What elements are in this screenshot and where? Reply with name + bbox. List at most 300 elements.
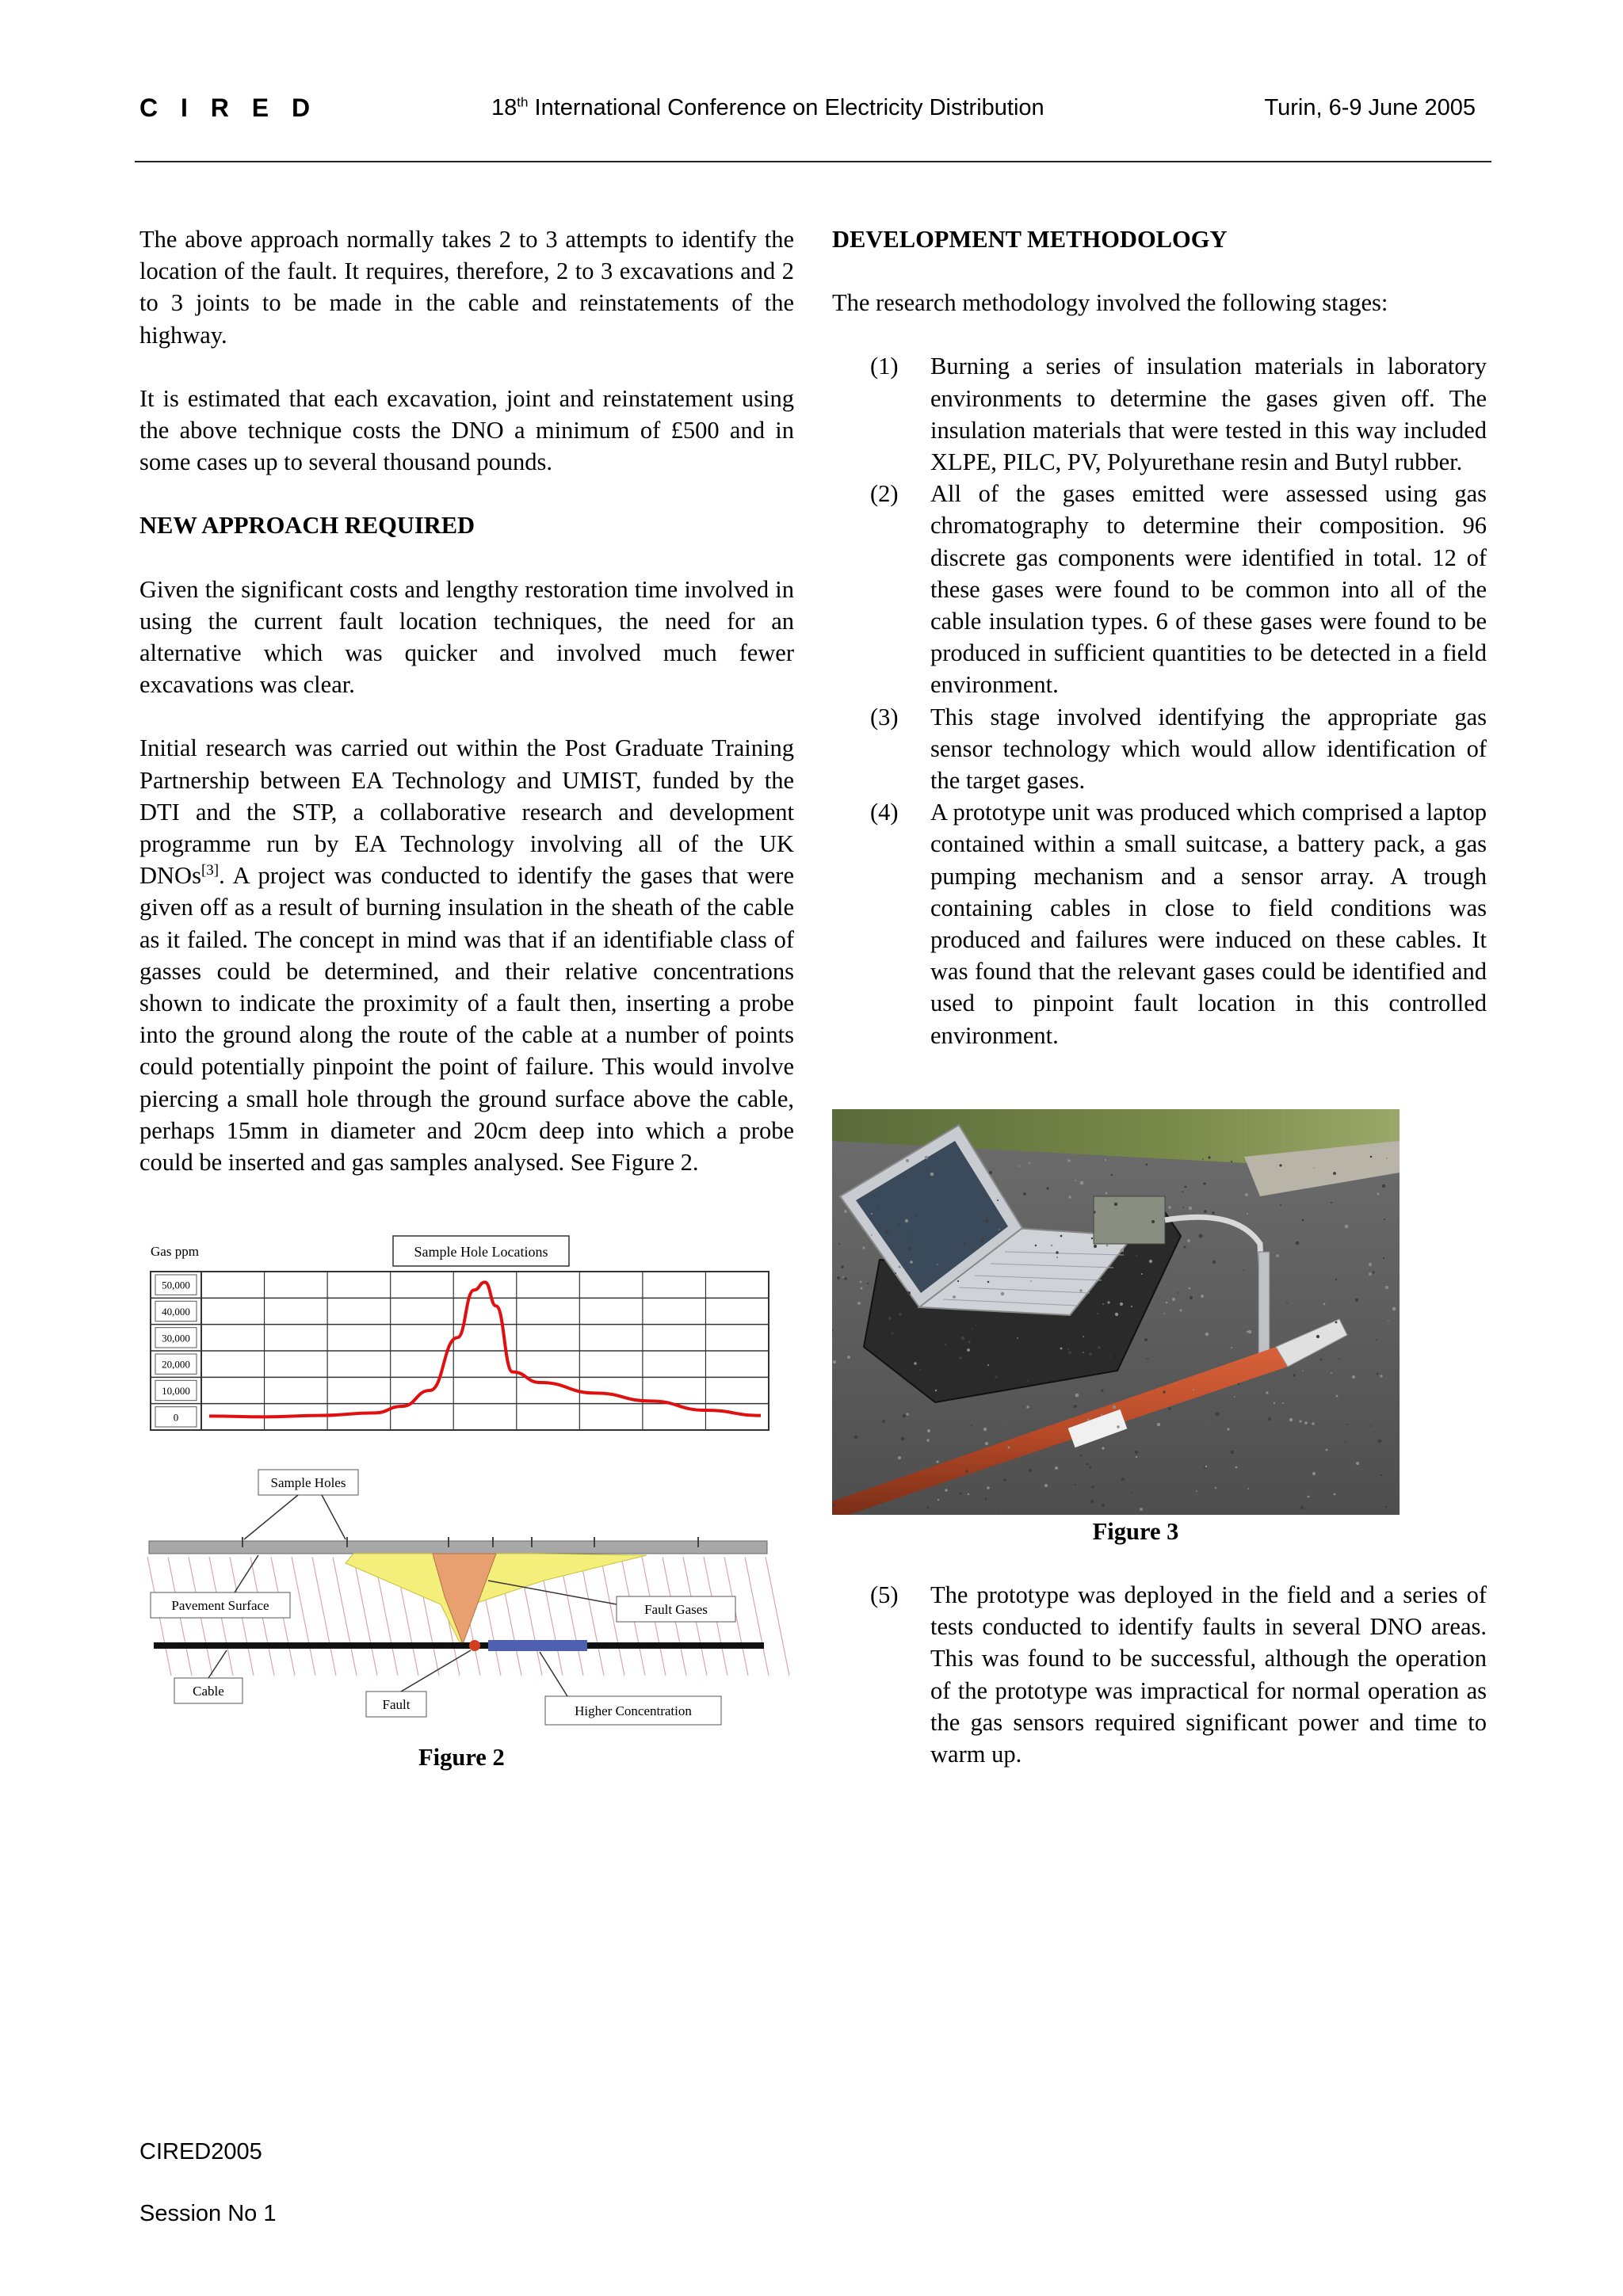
gravel-speck [842, 1276, 844, 1278]
gravel-speck [1331, 1202, 1332, 1203]
gravel-speck [1102, 1447, 1104, 1449]
gravel-speck [1008, 1447, 1010, 1449]
gravel-speck [1326, 1449, 1328, 1451]
gravel-speck [1131, 1306, 1132, 1307]
gravel-speck [1312, 1472, 1316, 1475]
gravel-speck [1212, 1261, 1216, 1264]
gravel-speck [1177, 1292, 1178, 1294]
gravel-speck [1121, 1478, 1125, 1482]
gravel-speck [1068, 1351, 1071, 1354]
gravel-speck [1247, 1213, 1248, 1215]
paragraph: Given the significant costs and lengthy restoration time involved in using the current fault location techniques, the need for an alternative which was quicker and involved much fewer excavations was clear. [139, 575, 794, 699]
figure-2-caption: Figure 2 [418, 1744, 505, 1771]
gravel-speck [1211, 1157, 1212, 1158]
gravel-speck [857, 1302, 861, 1305]
gravel-speck [959, 1356, 962, 1360]
gravel-speck [1215, 1487, 1216, 1489]
gravel-speck [1056, 1257, 1058, 1258]
gravel-speck [906, 1159, 909, 1162]
gravel-speck [938, 1499, 939, 1501]
gravel-speck [995, 1375, 997, 1378]
gravel-speck [1274, 1402, 1275, 1404]
gravel-speck [1346, 1424, 1348, 1425]
gravel-speck [1316, 1335, 1319, 1338]
gravel-speck [882, 1420, 885, 1423]
gravel-speck [1083, 1336, 1084, 1337]
gravel-speck [1302, 1219, 1304, 1222]
gravel-speck [968, 1341, 970, 1343]
gravel-speck [1106, 1245, 1109, 1247]
gravel-speck [1093, 1211, 1095, 1213]
gravel-speck [1172, 1298, 1175, 1301]
gravel-speck [1147, 1358, 1148, 1360]
gravel-speck [1231, 1451, 1235, 1455]
gravel-speck [895, 1272, 896, 1274]
right-column-continued [832, 1579, 1487, 1770]
gravel-speck [861, 1287, 863, 1290]
gravel-speck [1089, 1466, 1091, 1468]
paragraph: The above approach normally takes 2 to 3 attempts to identify the location of the fault. It requires, therefore, 2 to 3 excavations and 2 to 3 joints to be made in the cable and reinstatements of the highway. [139, 226, 794, 349]
gravel-speck [877, 1207, 879, 1208]
gravel-speck [1151, 1220, 1155, 1223]
gravel-speck [1234, 1396, 1235, 1398]
gravel-speck [1336, 1395, 1338, 1398]
gravel-speck [1380, 1375, 1382, 1377]
gravel-speck [1282, 1402, 1284, 1404]
gravel-speck [1238, 1383, 1239, 1385]
gravel-speck [1115, 1313, 1118, 1316]
gravel-speck [1158, 1223, 1161, 1226]
gravel-speck [1204, 1467, 1205, 1469]
list-item: (4) A prototype unit was produced which comprised a laptop contained within a small suitcase, a battery pack, a gas pumping mechanism and a sensor array. A trough containing cables in close to field conditions was produced and failures were induced on these cables. It was found that the relevant gases could be identified and used to pinpoint fault location in this controlled environment. [870, 799, 1487, 1049]
gravel-speck [838, 1243, 840, 1245]
gravel-speck [1245, 1193, 1248, 1196]
gravel-speck [899, 1313, 903, 1317]
gravel-speck [899, 1266, 901, 1268]
gravel-speck [1091, 1238, 1093, 1239]
gravel-speck [953, 1295, 956, 1299]
gravel-speck [1097, 1313, 1099, 1315]
gravel-speck [982, 1497, 983, 1498]
gravel-speck [1101, 1389, 1103, 1391]
gas-cloud [346, 1554, 647, 1644]
gravel-speck [1163, 1390, 1165, 1393]
gravel-speck [837, 1276, 840, 1280]
gravel-speck [1163, 1313, 1165, 1314]
gravel-speck [1373, 1272, 1375, 1274]
gravel-speck [1302, 1370, 1304, 1371]
gravel-speck [1182, 1191, 1184, 1192]
list-item: (5) The prototype was deployed in the field and a series of tests conducted to identify faults in several DNO areas. This was found to be successful, although the operation of the prototype was impractical for normal operation as the gas sensors required significant power and time to warm up. [870, 1581, 1487, 1768]
paragraph: The research methodology involved the following stages: [832, 289, 1388, 317]
gravel-speck [844, 1210, 847, 1213]
gravel-speck [1235, 1466, 1238, 1469]
label-fault: Fault [382, 1697, 411, 1712]
figure-3-caption: Figure 3 [1092, 1518, 1179, 1545]
gravel-speck [1331, 1372, 1332, 1374]
gravel-speck [1080, 1181, 1084, 1185]
list-item: (3) This stage involved identifying the appropriate gas sensor technology which would allow identification of the target gases. [870, 703, 1487, 795]
gravel-speck [1370, 1156, 1373, 1158]
gravel-speck [871, 1234, 873, 1236]
gravel-speck [914, 1362, 916, 1364]
gravel-speck [926, 1169, 928, 1170]
gravel-speck [1231, 1347, 1232, 1348]
gravel-speck [1086, 1463, 1089, 1466]
gravel-speck [998, 1512, 999, 1513]
gravel-speck [1392, 1307, 1396, 1311]
gravel-speck [930, 1173, 934, 1177]
gravel-speck [1136, 1255, 1138, 1257]
gravel-speck [1120, 1302, 1123, 1306]
gravel-speck [964, 1243, 966, 1245]
gravel-speck [1044, 1484, 1048, 1487]
figure-2 [139, 1232, 794, 1772]
figure-2-diagram [139, 1232, 794, 1747]
footer-session: Session No 1 [139, 2201, 277, 2226]
gravel-speck [1001, 1292, 1004, 1295]
gravel-speck [987, 1364, 989, 1366]
gravel-speck [1141, 1273, 1143, 1275]
gravel-speck [885, 1230, 888, 1234]
gravel-speck [875, 1470, 876, 1471]
gravel-speck [901, 1437, 904, 1440]
gravel-speck [1135, 1451, 1138, 1454]
gravel-speck [1075, 1394, 1079, 1398]
probe-handle [1258, 1252, 1270, 1355]
gravel-speck [987, 1281, 990, 1283]
gravel-speck [1187, 1239, 1190, 1242]
gravel-speck [1335, 1279, 1337, 1280]
gravel-speck [1205, 1466, 1207, 1467]
y-tick-label: 50,000 [162, 1279, 190, 1291]
cable-line [154, 1642, 764, 1649]
y-tick-label: 10,000 [162, 1385, 190, 1397]
gravel-speck [1304, 1421, 1308, 1425]
gravel-speck [1029, 1469, 1032, 1472]
gravel-speck [937, 1264, 938, 1265]
higher-concentration-segment [488, 1640, 587, 1651]
label-higher-concentration: Higher Concentration [575, 1703, 692, 1718]
gravel-speck [1355, 1299, 1358, 1302]
gravel-speck [1202, 1158, 1204, 1160]
gravel-speck [905, 1219, 908, 1222]
gravel-speck [989, 1171, 992, 1174]
gravel-speck [1023, 1192, 1026, 1196]
gravel-speck [862, 1246, 865, 1249]
gravel-speck [1377, 1373, 1379, 1375]
hatch-line [292, 1557, 315, 1676]
gravel-speck [927, 1507, 930, 1509]
gravel-speck [1127, 1235, 1128, 1237]
gravel-speck [1384, 1219, 1385, 1220]
gravel-speck [1185, 1186, 1187, 1188]
gravel-speck [1101, 1414, 1102, 1416]
list-item: (1) Burning a series of insulation materials in laboratory environments to determine the gases given off. The insulation materials that were tested in this way included XLPE, PILC, PV, Polyurethane resin and Butyl rubber. [870, 353, 1487, 476]
gravel-speck [844, 1277, 846, 1280]
gravel-speck [1193, 1389, 1194, 1390]
gravel-speck [1376, 1339, 1377, 1341]
gravel-speck [1300, 1506, 1304, 1509]
gravel-speck [888, 1317, 892, 1320]
gravel-speck [1334, 1493, 1336, 1496]
gravel-speck [935, 1390, 937, 1391]
gravel-speck [1168, 1407, 1170, 1409]
gravel-speck [1201, 1295, 1204, 1298]
gravel-speck [1017, 1337, 1018, 1339]
gravel-speck [1312, 1422, 1314, 1425]
gravel-speck [908, 1235, 911, 1238]
gravel-speck [871, 1213, 873, 1215]
gravel-speck [1212, 1211, 1214, 1214]
gravel-speck [1168, 1206, 1171, 1209]
methodology-stages-continued [832, 1579, 1487, 1770]
gravel-speck [1166, 1302, 1168, 1304]
gravel-speck [925, 1156, 928, 1159]
gravel-speck [1320, 1359, 1323, 1361]
y-axis-label: Gas ppm [151, 1244, 199, 1259]
gravel-speck [1385, 1286, 1388, 1289]
gravel-speck [945, 1344, 947, 1346]
gravel-speck [832, 1504, 835, 1507]
gravel-speck [1075, 1180, 1076, 1181]
gravel-speck [1114, 1203, 1117, 1206]
gravel-speck [980, 1239, 983, 1242]
gravel-speck [898, 1223, 900, 1226]
footer-conference-code: CIRED2005 [139, 2139, 262, 2164]
gravel-speck [1199, 1234, 1203, 1238]
gravel-speck [1189, 1287, 1191, 1290]
gravel-speck [1098, 1346, 1101, 1349]
gravel-speck [1276, 1254, 1279, 1257]
gravel-speck [1113, 1405, 1116, 1409]
gravel-speck [908, 1247, 911, 1250]
gravel-speck [1046, 1187, 1048, 1189]
gravel-speck [1105, 1159, 1106, 1161]
y-tick-label: 0 [173, 1411, 179, 1424]
gravel-speck [972, 1328, 973, 1329]
gravel-speck [1204, 1210, 1207, 1213]
label-cable: Cable [193, 1684, 224, 1699]
gravel-speck [1089, 1352, 1092, 1356]
gravel-speck [1381, 1474, 1382, 1476]
gravel-speck [1382, 1184, 1385, 1188]
conference-location-date: Turin, 6-9 June 2005 [1264, 95, 1476, 120]
citation-ref: [3] [200, 862, 220, 879]
gravel-speck [1190, 1296, 1193, 1299]
gravel-speck [1003, 1478, 1006, 1482]
fault-point [469, 1640, 480, 1651]
gravel-speck [892, 1333, 894, 1335]
gravel-speck [1180, 1310, 1182, 1312]
gravel-speck [841, 1265, 844, 1268]
gravel-speck [1388, 1320, 1389, 1322]
gravel-speck [1216, 1413, 1220, 1417]
gravel-speck [1056, 1251, 1058, 1253]
left-column [139, 223, 794, 1210]
gravel-speck [1378, 1440, 1382, 1444]
gravel-speck [907, 1291, 911, 1295]
paragraph: It is estimated that each excavation, joint and reinstatement using the above technique costs the DNO a minimum of £500 and in some cases up to several thousand pounds. [139, 384, 794, 476]
gravel-speck [1386, 1158, 1388, 1159]
gravel-speck [1121, 1249, 1124, 1252]
gravel-speck [927, 1429, 930, 1432]
section-heading-development-methodology: DEVELOPMENT METHODOLOGY [832, 226, 1228, 253]
gravel-speck [1087, 1419, 1090, 1421]
gravel-speck [1352, 1375, 1355, 1379]
gravel-speck [1111, 1174, 1113, 1176]
gravel-speck [1080, 1455, 1083, 1457]
gravel-speck [1227, 1428, 1229, 1430]
methodology-stages [832, 350, 1487, 1051]
gravel-speck [1313, 1167, 1315, 1169]
gravel-speck [1299, 1420, 1301, 1422]
gravel-speck [1370, 1425, 1372, 1427]
header-divider [135, 161, 1491, 162]
gravel-speck [1231, 1161, 1232, 1162]
gravel-speck [1051, 1245, 1053, 1247]
label-fault-gases: Fault Gases [644, 1602, 708, 1617]
gravel-speck [1140, 1508, 1143, 1511]
hatch-line [312, 1557, 336, 1676]
gravel-speck [1018, 1165, 1020, 1167]
right-column [832, 223, 1487, 1051]
gravel-speck [1189, 1207, 1193, 1211]
gravel-speck [898, 1456, 901, 1459]
chart-title: Sample Hole Locations [414, 1244, 548, 1260]
gravel-speck [1369, 1272, 1372, 1276]
gravel-speck [1182, 1207, 1184, 1208]
gravel-speck [1385, 1506, 1387, 1508]
y-tick-label: 20,000 [162, 1358, 190, 1371]
gravel-speck [833, 1360, 836, 1363]
gravel-speck [1079, 1289, 1082, 1291]
y-tick-label: 40,000 [162, 1306, 190, 1318]
gravel-speck [860, 1281, 862, 1283]
gravel-speck [1131, 1492, 1132, 1493]
gravel-speck [1094, 1245, 1097, 1248]
gravel-speck [1280, 1204, 1281, 1206]
gravel-speck [915, 1215, 917, 1217]
gravel-speck [985, 1442, 988, 1445]
conference-logo-text: C I R E D [139, 93, 319, 122]
figure-3-photo [832, 1109, 1400, 1515]
gravel-speck [985, 1219, 988, 1222]
hatch-line [766, 1557, 789, 1676]
gravel-speck [1157, 1423, 1161, 1427]
label-sample-holes: Sample Holes [270, 1475, 346, 1490]
gravel-speck [1279, 1164, 1281, 1166]
gravel-speck [1055, 1466, 1058, 1470]
gravel-speck [1075, 1484, 1076, 1486]
gravel-speck [1289, 1418, 1293, 1422]
conference-title: 18th International Conference on Electricity Distribution [491, 94, 1044, 120]
gravel-speck [945, 1489, 947, 1491]
figure-3 [832, 1109, 1403, 1546]
gravel-speck [1102, 1504, 1106, 1508]
gravel-speck [1067, 1159, 1070, 1161]
gravel-speck [1196, 1490, 1197, 1492]
gravel-speck [874, 1195, 876, 1196]
gravel-speck [983, 1428, 987, 1431]
gravel-speck [1268, 1417, 1271, 1421]
section-heading-new-approach: NEW APPROACH REQUIRED [139, 512, 475, 540]
gravel-speck [968, 1493, 969, 1495]
gravel-speck [1149, 1260, 1152, 1263]
gravel-speck [1356, 1462, 1359, 1465]
gravel-speck [919, 1369, 921, 1371]
gravel-speck [1248, 1330, 1252, 1334]
gravel-speck [1146, 1164, 1148, 1166]
gravel-speck [1338, 1358, 1340, 1360]
gravel-speck [1266, 1391, 1268, 1394]
gravel-speck [936, 1460, 938, 1463]
gravel-speck [985, 1498, 987, 1501]
gravel-speck [906, 1413, 908, 1415]
gravel-speck [1345, 1225, 1349, 1229]
gravel-speck [1345, 1441, 1346, 1443]
gravel-speck [1030, 1280, 1032, 1282]
gravel-speck [1117, 1425, 1119, 1428]
gravel-speck [1333, 1172, 1336, 1175]
gravel-speck [1090, 1500, 1094, 1503]
gravel-speck [854, 1436, 858, 1440]
gravel-speck [1286, 1302, 1288, 1304]
gravel-speck [1109, 1356, 1111, 1357]
sensor-array [1094, 1196, 1165, 1244]
gravel-speck [847, 1356, 850, 1359]
gravel-speck [1060, 1235, 1063, 1238]
gravel-speck [1029, 1162, 1030, 1164]
gravel-speck [1074, 1405, 1077, 1408]
gravel-speck [1136, 1456, 1137, 1458]
gravel-speck [975, 1325, 976, 1326]
paragraph: Initial research was carried out within the Post Graduate Training Partnership between EA Technology and UMIST, funded by the DTI and the STP, a collaborative research and development programme run by EA Technology involving all of the UK DNOs[3]. A project was conducted to identify the gases that were given off as a result of burning insulation in the sheath of the cable as it failed. The concept in mind was that if an identifiable class of gasses could be determined, and their relative concentrations shown to indicate the proximity of a fault then, inserting a probe into the ground along the route of the cable at a number of points could potentially pinpoint the point of failure. This would involve piercing a small hole through the ground surface above the cable, perhaps 15mm in diameter and 20cm deep into which a probe could be inserted and gas samples analysed. See Figure 2. [139, 734, 794, 1177]
gravel-speck [926, 1439, 929, 1441]
y-tick-label: 30,000 [162, 1332, 190, 1344]
gravel-speck [1106, 1192, 1108, 1195]
gravel-speck [910, 1261, 913, 1264]
list-item: (2) All of the gases emitted were assessed using gas chromatography to determine their composition. 96 discrete gas components were identified in total. 12 of these gases were found to be common into all of the cable insulation types. 6 of these gases were found to be produced in sufficient quantities to be detected in a field environment. [870, 480, 1487, 699]
gravel-speck [1102, 1303, 1104, 1305]
gravel-speck [967, 1348, 970, 1352]
gravel-speck [997, 1199, 999, 1201]
gravel-speck [1383, 1257, 1384, 1259]
gravel-speck [1027, 1380, 1029, 1382]
gravel-speck [1068, 1196, 1071, 1198]
gravel-speck [1083, 1352, 1084, 1353]
gravel-speck [1026, 1405, 1029, 1408]
gravel-speck [961, 1337, 965, 1341]
gravel-speck [957, 1280, 959, 1282]
gravel-speck [1323, 1303, 1326, 1306]
gravel-speck [1060, 1348, 1063, 1350]
gravel-speck [1296, 1241, 1300, 1245]
gravel-speck [867, 1283, 869, 1284]
gravel-speck [1203, 1182, 1205, 1184]
hatch-line [580, 1557, 604, 1676]
gravel-speck [1107, 1301, 1109, 1303]
gravel-speck [1035, 1245, 1037, 1246]
gravel-speck [1144, 1338, 1148, 1341]
gravel-speck [1205, 1333, 1209, 1337]
gravel-speck [1293, 1374, 1295, 1376]
gravel-speck [1335, 1322, 1338, 1324]
hatch-line [333, 1557, 357, 1676]
gravel-speck [1243, 1269, 1244, 1271]
label-pavement-surface: Pavement Surface [171, 1598, 269, 1613]
gravel-speck [1208, 1156, 1210, 1158]
